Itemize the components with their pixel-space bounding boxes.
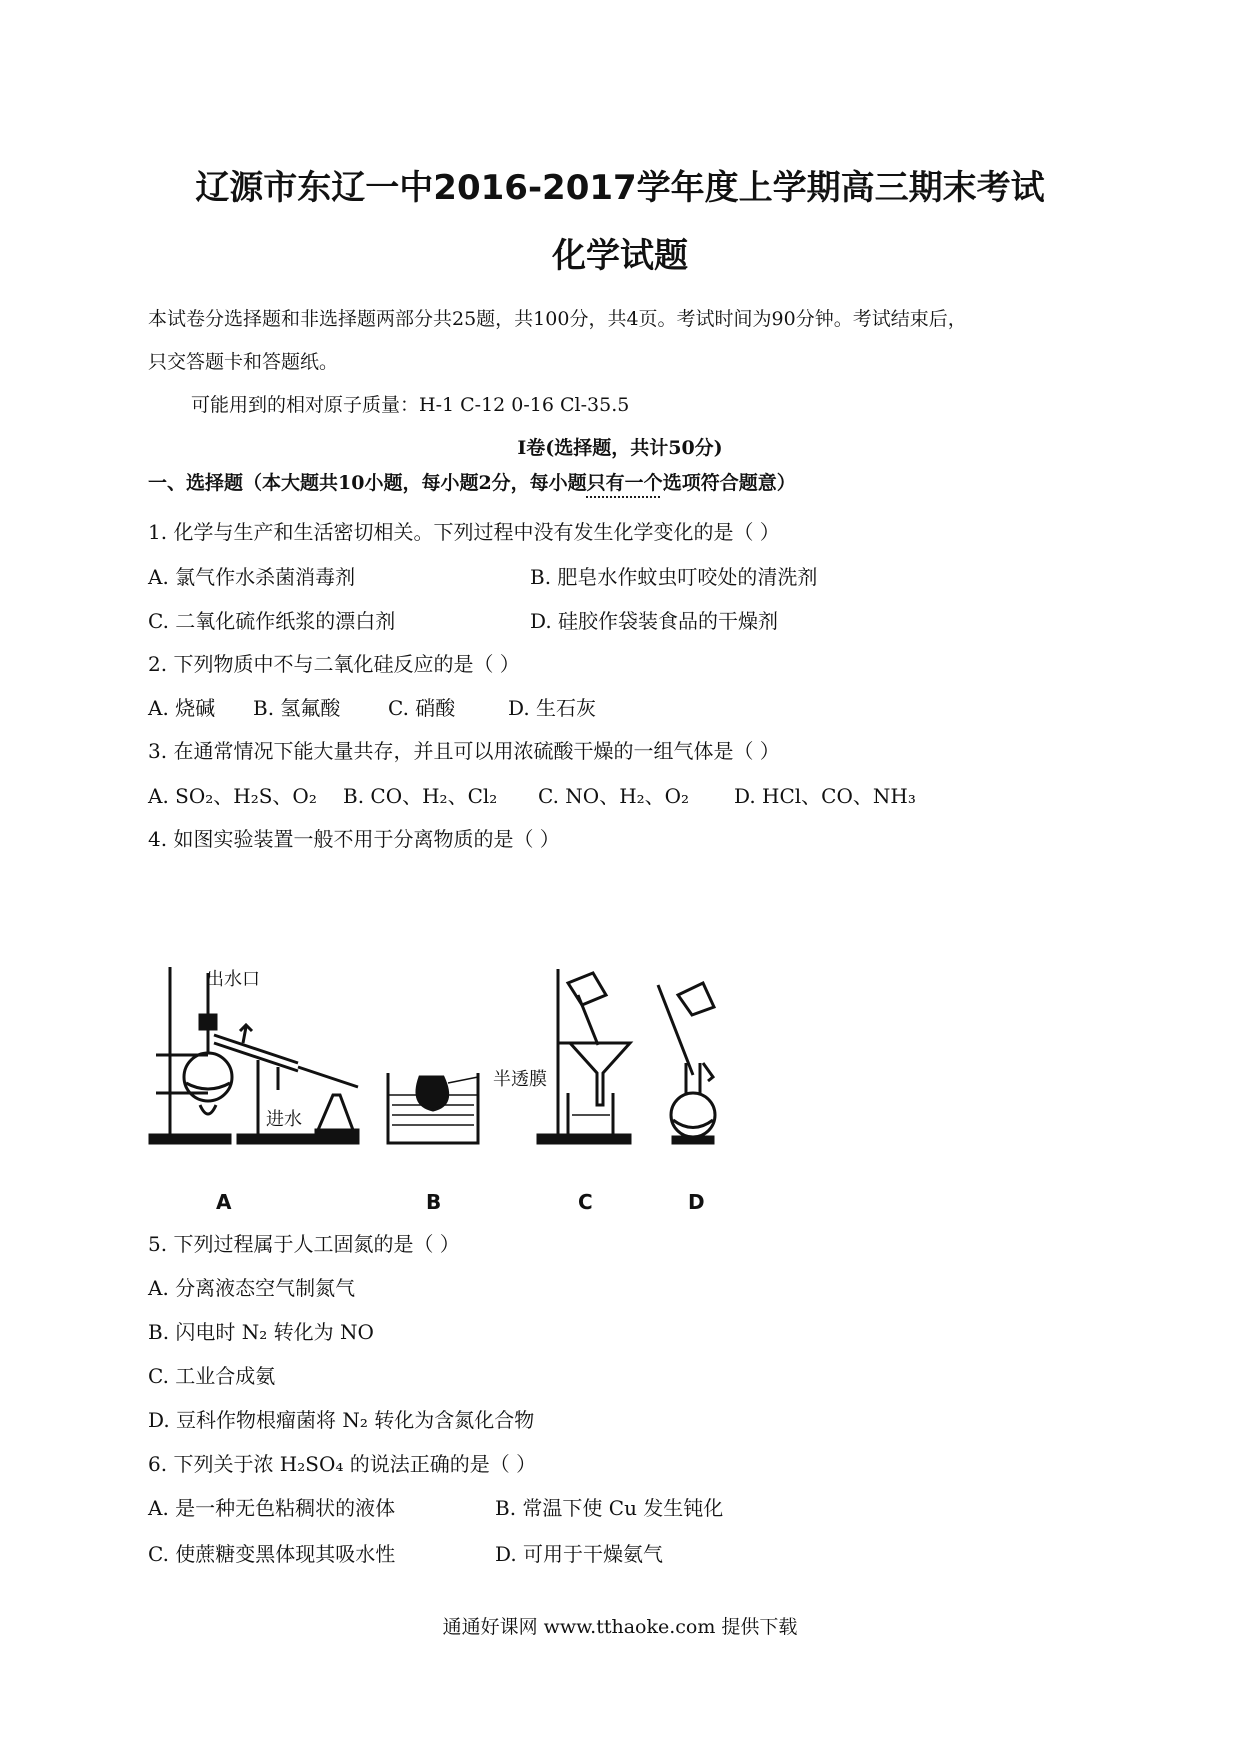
section-heading-suffix: 选项符合题意） (662, 472, 796, 494)
question-1-stem: 1. 化学与生产和生活密切相关。下列过程中没有发生化学变化的是（ ） (148, 520, 780, 544)
label-membrane: 半透膜 (493, 1069, 547, 1090)
section-heading-emphasis: 只有一个 (586, 472, 663, 494)
q2-option-c: C. 硝酸 (388, 696, 456, 720)
question-3-stem: 3. 在通常情况下能大量共存，并且可以用浓硫酸干燥的一组气体是（ ） (148, 739, 780, 763)
atomic-mass-line: 可能用到的相对原子质量：H-1 C-12 0-16 Cl-35.5 (191, 394, 630, 416)
figure-label-c: C (578, 1190, 593, 1214)
label-outlet: 出水口 (206, 969, 260, 990)
exam-subtitle: 化学试题 (552, 236, 688, 276)
q3-option-a: A. SO₂、H₂S、O₂ (148, 784, 317, 808)
q1-option-d: D. 硅胶作袋装食品的干燥剂 (530, 609, 779, 633)
q5-option-d: D. 豆科作物根瘤菌将 N₂ 转化为含氮化合物 (148, 1408, 535, 1432)
section-heading-prefix: 一、选择题（本大题共10小题，每小题2分，每小题 (148, 472, 587, 494)
q6-option-c: C. 使蔗糖变黑体现其吸水性 (148, 1542, 396, 1566)
part-title: I卷(选择题，共计50分) (517, 437, 723, 459)
intro-line-1: 本试卷分选择题和非选择题两部分共25题，共100分，共4页。考试时间为90分钟。考试结束后， (148, 308, 967, 330)
figure-label-d: D (688, 1190, 705, 1214)
q3-option-b: B. CO、H₂、Cl₂ (343, 784, 498, 808)
q3-option-d: D. HCl、CO、NH₃ (734, 784, 916, 808)
apparatus-b-dialysis (388, 1073, 478, 1143)
apparatus-a-distillation (150, 967, 358, 1143)
question-4-stem: 4. 如图实验装置一般不用于分离物质的是（ ） (148, 827, 560, 851)
figure-label-a: A (216, 1190, 232, 1214)
figure-label-b: B (426, 1190, 442, 1214)
q2-option-a: A. 烧碱 (148, 696, 216, 720)
q6-option-b: B. 常温下使 Cu 发生钝化 (495, 1496, 724, 1520)
q5-option-c: C. 工业合成氨 (148, 1364, 276, 1388)
q3-option-c: C. NO、H₂、O₂ (538, 784, 690, 808)
question-6-stem: 6. 下列关于浓 H₂SO₄ 的说法正确的是（ ） (148, 1452, 537, 1476)
q5-option-a: A. 分离液态空气制氮气 (148, 1276, 356, 1300)
q2-option-b: B. 氢氟酸 (253, 696, 341, 720)
q1-option-c: C. 二氧化硫作纸浆的漂白剂 (148, 609, 396, 633)
q1-option-a: A. 氯气作水杀菌消毒剂 (148, 565, 356, 589)
apparatus-d-transfer (658, 983, 715, 1143)
section-heading (148, 468, 796, 495)
intro-line-2: 只交答题卡和答题纸。 (148, 351, 339, 373)
q2-option-d: D. 生石灰 (508, 696, 597, 720)
exam-title: 辽源市东辽一中2016-2017学年度上学期高三期末考试 (195, 168, 1045, 208)
question-5-stem: 5. 下列过程属于人工固氮的是（ ） (148, 1232, 460, 1256)
q6-option-d: D. 可用于干燥氨气 (495, 1542, 664, 1566)
label-inlet: 进水 (266, 1109, 302, 1130)
apparatus-c-filtration (538, 969, 630, 1143)
q6-option-a: A. 是一种无色粘稠状的液体 (148, 1496, 396, 1520)
question-2-stem: 2. 下列物质中不与二氧化硅反应的是（ ） (148, 652, 520, 676)
page-footer: 通通好课网 www.tthaoke.com 提供下载 (442, 1616, 798, 1638)
apparatus-figure (148, 955, 958, 1215)
q1-option-b: B. 肥皂水作蚊虫叮咬处的清洗剂 (530, 565, 818, 589)
q5-option-b: B. 闪电时 N₂ 转化为 NO (148, 1320, 374, 1344)
